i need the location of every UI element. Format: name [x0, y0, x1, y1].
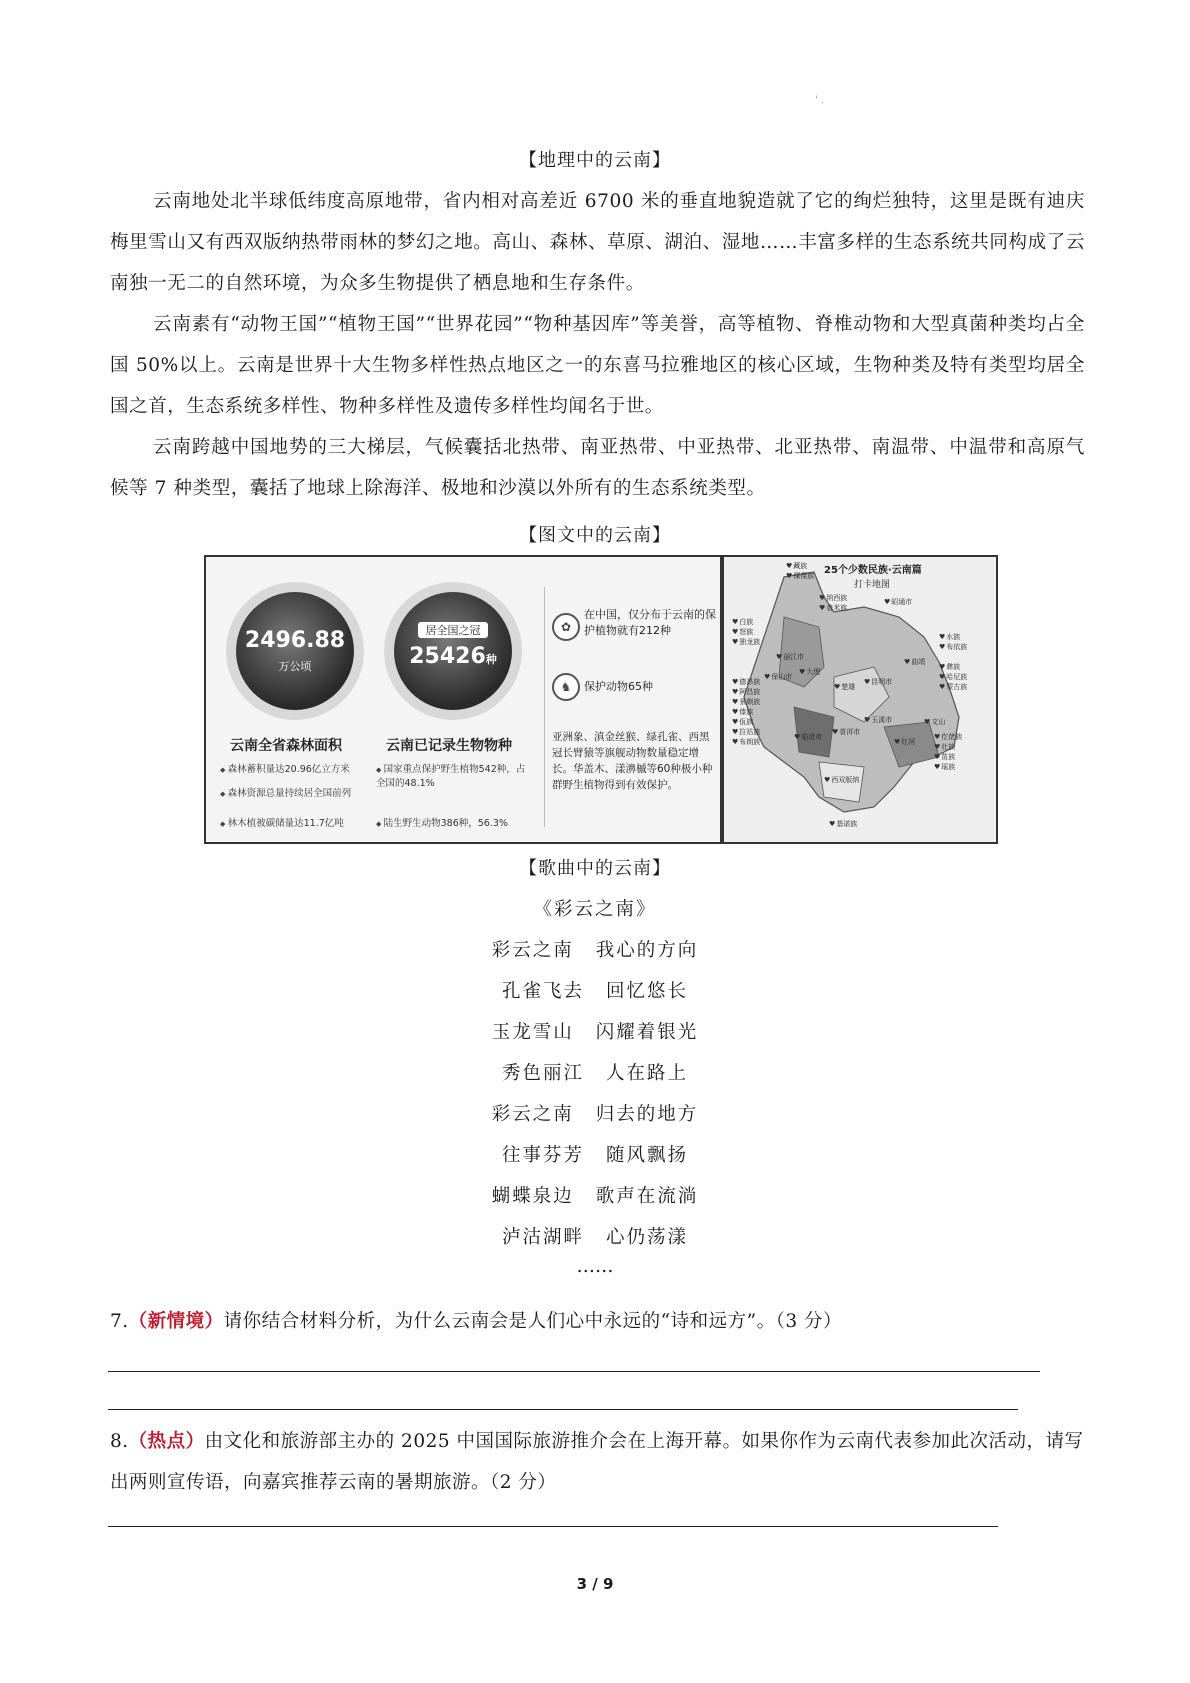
lyric-line: 彩云之南 归去的地方 [491, 1104, 699, 1125]
lyric-line: 蝴蝶泉边 歌声在流淌 [491, 1186, 699, 1207]
ethnic-label-lahu: ♥ 拉祜族 [732, 727, 760, 737]
city-yuxi: ♥ 玉溪市 [864, 715, 892, 725]
paragraph-geography-3: 云南跨越中国地势的三大梯层，气候囊括北热带、南亚热带、中亚热带、北亚热带、南温带、中温带和高原气候等 7 种类型，囊括了地球上除海洋、极地和沙漠以外所有的生态系统类型。 [110, 437, 1085, 499]
ethnic-label-bai: ♥ 白族 [732, 617, 753, 627]
ethnic-label-yao: ♥ 瑶族 [934, 762, 955, 772]
forest-bullet-1: ◆ 森林蓄积量达20.96亿立方米 [220, 763, 350, 777]
ethnic-label-dai: ♥ 傣族 [732, 707, 753, 717]
question-7-tag: （新情境） [128, 1311, 224, 1332]
ethnic-label-shui: ♥ 水族 [939, 632, 960, 642]
lyric-line: 玉龙雪山 闪耀着银光 [491, 1022, 699, 1043]
ethnic-label-nu: ♥ 怒族 [732, 627, 753, 637]
biodiversity-infographic [204, 555, 722, 844]
ethnic-label-lisu: ♥ 傈僳族 [786, 571, 814, 581]
species-bullet-2: ◆ 陆生野生动物386种，56.3% [376, 817, 526, 831]
ethnic-label-naxi: ♥ 纳西族 [819, 593, 847, 603]
animal-icon: ♞ [552, 673, 580, 701]
paragraph-geography-1: 云南地处北半球低纬度高原地带，省内相对高差近 6700 米的垂直地貌造就了它的绚烂独特，这里是既有迪庆梅里雪山又有西双版纳热带雨林的梦幻之地。高山、森林、草原、湖泊、湿地……丰富多样的生态系统共同构成了云南独一无二的自然环境，为众多生物提供了栖息地和生存条件。 [110, 191, 1085, 294]
city-lincang: ♥ 临沧市 [794, 732, 822, 742]
ethnic-label-jingpo: ♥ 景颇族 [732, 697, 760, 707]
ethnic-label-dulong: ♥ 独龙族 [732, 637, 760, 647]
answer-line-7a[interactable] [108, 1371, 1040, 1372]
city-kunming: ♥ 昆明市 [864, 677, 892, 687]
city-zhaotong: ♥ 昭通市 [884, 597, 912, 607]
species-badge: 居全国之冠 [418, 622, 488, 638]
lyric-line: 秀色丽江 人在路上 [501, 1063, 689, 1084]
city-xishuangbanna: ♥ 西双版纳 [824, 775, 859, 785]
page-number: 3 / 9 [576, 1575, 614, 1593]
forest-area-circle [236, 592, 354, 710]
city-puer: ♥ 普洱市 [832, 727, 860, 737]
question-7 [110, 1301, 1085, 1342]
forest-area-unit: 万公顷 [278, 660, 312, 673]
question-8 [110, 1421, 1085, 1503]
city-dali: ♥ 大理 [799, 667, 820, 677]
ethnic-label-pumi: ♥ 普米族 [819, 603, 847, 613]
question-8-tag: （热点） [128, 1431, 205, 1452]
species-value: 25426种 [409, 644, 497, 669]
question-8-text: 由文化和旅游部主办的 2025 中国国际旅游推介会在上海开幕。如果你作为云南代表参加此次活动，请写出两则宣传语，向嘉宾推荐云南的暑期旅游。（2 分） [110, 1431, 1084, 1493]
forest-area-value: 2496.88 [244, 628, 346, 653]
lyric-line: 孔雀飞去 回忆悠长 [501, 981, 689, 1002]
ethnic-label-wa: ♥ 佤族 [732, 717, 753, 727]
answer-line-8[interactable] [108, 1526, 998, 1527]
ethnic-label-zhuang: ♥ 壮族 [934, 742, 955, 752]
lyric-ellipsis: …… [576, 1256, 614, 1277]
species-bullet-1: ◆ 国家重点保护野生植物542种，占全国的48.1% [376, 763, 526, 790]
section-heading-geography: 【地理中的云南】 [519, 150, 671, 171]
city-honghe: ♥ 红河 [894, 737, 915, 747]
city-chuxiong: ♥ 楚雄 [834, 682, 855, 692]
forest-bullet-2: ◆ 森林资源总量持续居全国前列 [220, 787, 351, 801]
song-title: 《彩云之南》 [533, 899, 657, 920]
city-wenshan: ♥ 文山 [924, 717, 945, 727]
forest-bullet-3: ◆ 林木植被碳储量达11.7亿吨 [220, 817, 344, 831]
infographic-divider [544, 587, 545, 827]
ethnic-label-gelao: ♥ 仡佬族 [934, 732, 962, 742]
section-heading-song: 【歌曲中的云南】 [519, 858, 671, 879]
ethnic-label-hani: ♥ 哈尼族 [939, 672, 967, 682]
forest-area-title: 云南全省森林面积 [230, 738, 342, 754]
protection-description: 亚洲象、滇金丝猴、绿孔雀、西黑冠长臂猿等旗舰动物数量稳定增长。华盖木、漾濞槭等60种极小种群野生植物得到有效保护。 [552, 731, 713, 791]
ethnic-groups-map [722, 555, 998, 844]
paragraph-geography-2: 云南素有“动物王国”“植物王国”“世界花园”“物种基因库”等美誉，高等植物、脊椎动物和大型真菌种类均占全国 50%以上。云南是世界十大生物多样性热点地区之一的东喜马拉雅地区的核心区域，生物种类及特有类型均居全国之首，生态系统多样性、物种多样性及遗传多样性均闻名于世。 [110, 314, 1085, 417]
plant-icon: ✿ [552, 613, 580, 641]
species-circle [394, 592, 512, 710]
section-heading-infographic: 【图文中的云南】 [519, 525, 671, 546]
question-8-number: 8. [110, 1431, 129, 1452]
yunnan-map-shape [724, 557, 996, 842]
protected-plants-text: 在中国，仅分布于云南的保护植物就有212种 [584, 608, 716, 637]
question-7-text: 请你结合材料分析，为什么云南会是人们心中永远的“诗和远方”。（3 分） [223, 1311, 842, 1332]
ethnic-label-bulang: ♥ 布朗族 [732, 737, 760, 747]
ethnic-label-zang: ♥ 藏族 [786, 561, 807, 571]
lyric-line: 泸沽湖畔 心仍荡漾 [501, 1227, 689, 1248]
map-title: 25个少数民族·云南篇 [824, 565, 922, 576]
corner-dots: ' . [815, 95, 825, 106]
species-title: 云南已记录生物物种 [386, 738, 512, 754]
ethnic-label-deang: ♥ 德昂族 [732, 677, 760, 687]
protected-animals-text: 保护动物65种 [584, 680, 653, 693]
ethnic-label-yi: ♥ 彝族 [939, 662, 960, 672]
lyric-line: 彩云之南 我心的方向 [491, 940, 699, 961]
ethnic-label-miao: ♥ 苗族 [934, 752, 955, 762]
city-qujing: ♥ 曲靖 [904, 657, 925, 667]
city-baoshan: ♥ 保山市 [764, 672, 792, 682]
city-lijiang: ♥ 丽江市 [776, 652, 804, 662]
question-7-number: 7. [110, 1311, 129, 1332]
ethnic-label-jinuo: ♥ 基诺族 [829, 819, 857, 829]
ethnic-label-achang: ♥ 阿昌族 [732, 687, 760, 697]
answer-line-7b[interactable] [108, 1409, 1018, 1410]
ethnic-label-mongol: ♥ 蒙古族 [939, 682, 967, 692]
ethnic-label-buyi: ♥ 布依族 [939, 642, 967, 652]
lyric-line: 往事芬芳 随风飘扬 [501, 1145, 689, 1166]
map-subtitle: 打卡地图 [854, 580, 891, 590]
